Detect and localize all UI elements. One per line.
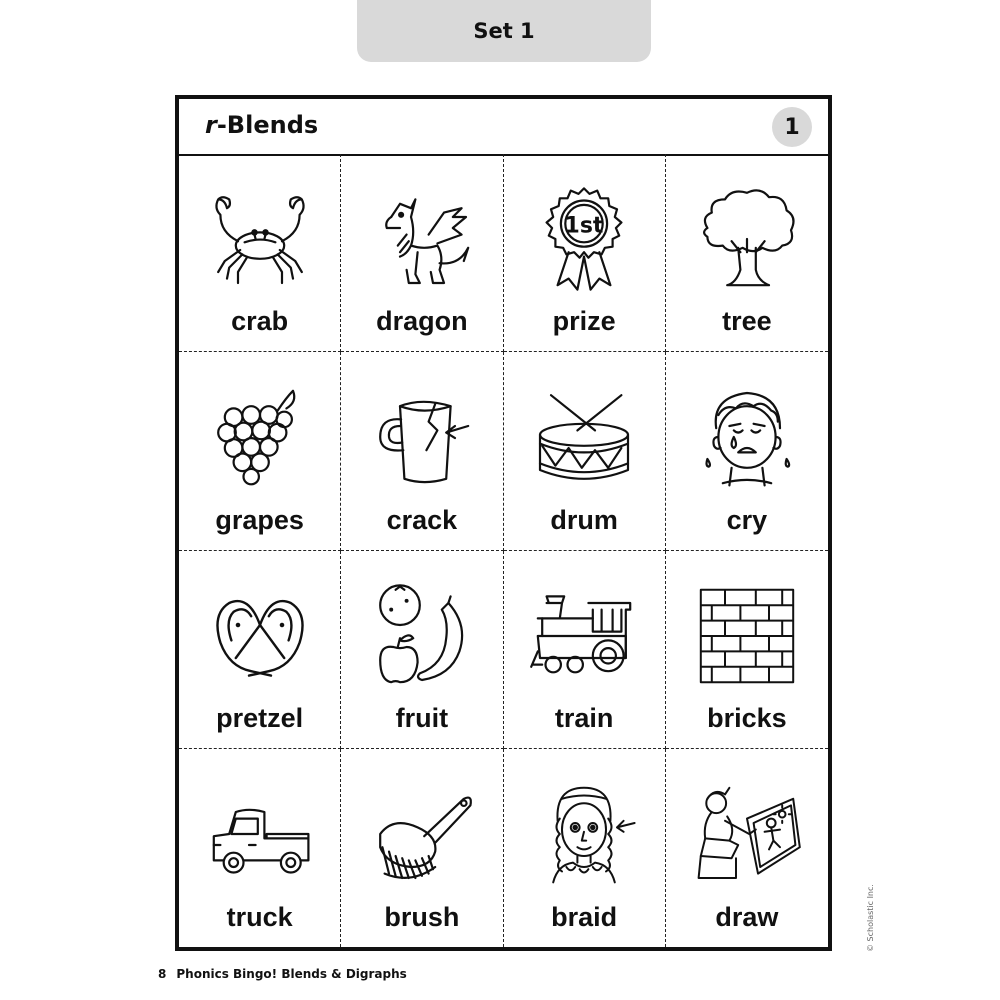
word-label: fruit <box>395 702 449 733</box>
bingo-cell-brush[interactable] <box>341 749 503 947</box>
card-title-rest: -Blends <box>216 111 319 139</box>
braid-girl-icon <box>529 779 639 889</box>
pretzel-icon <box>205 581 315 691</box>
dragon-icon <box>367 184 477 294</box>
word-label: prize <box>552 306 616 337</box>
bingo-cell-grapes[interactable] <box>179 352 341 550</box>
crab-icon <box>205 184 315 294</box>
set-label: Set 1 <box>473 19 535 43</box>
tree-icon <box>692 184 802 294</box>
set-tab <box>357 0 651 62</box>
page-number: 8 <box>158 967 167 981</box>
word-label: cry <box>726 504 768 535</box>
bricks-icon <box>692 581 802 691</box>
word-label: draw <box>715 902 779 932</box>
book-title: Phonics Bingo! Blends & Digraphs <box>176 967 407 981</box>
train-icon <box>529 581 639 691</box>
crying-boy-icon <box>692 382 802 492</box>
word-label: drum <box>550 504 618 535</box>
brush-icon <box>367 779 477 889</box>
bingo-cell-tree[interactable] <box>666 154 828 352</box>
bingo-cell-fruit[interactable] <box>341 551 503 749</box>
card-number: 1 <box>784 114 800 140</box>
bingo-cell-prize[interactable] <box>504 154 666 352</box>
word-label: bricks <box>707 702 787 733</box>
bingo-grid <box>179 154 828 947</box>
prize-ribbon-icon <box>529 184 639 294</box>
word-label: truck <box>226 902 293 932</box>
bingo-cell-crack[interactable] <box>341 352 503 550</box>
bingo-cell-crab[interactable] <box>179 154 341 352</box>
bingo-cell-dragon[interactable] <box>341 154 503 352</box>
card-number-badge <box>772 107 812 147</box>
bingo-card <box>175 95 832 951</box>
word-label: dragon <box>376 306 468 337</box>
drum-icon <box>529 382 639 492</box>
fruit-icon <box>367 581 477 691</box>
card-title <box>205 111 318 139</box>
bingo-cell-braid[interactable] <box>504 749 666 947</box>
truck-icon <box>205 779 315 889</box>
word-label: pretzel <box>216 702 304 733</box>
bingo-cell-train[interactable] <box>504 551 666 749</box>
card-title-prefix: r <box>205 111 217 139</box>
word-label: brush <box>384 902 460 932</box>
page-footer <box>158 967 407 981</box>
cracked-mug-icon <box>367 382 477 492</box>
word-label: crack <box>386 504 458 535</box>
word-label: grapes <box>215 504 304 535</box>
bingo-cell-draw[interactable] <box>666 749 828 947</box>
drawing-girl-icon <box>692 779 802 889</box>
word-label: braid <box>551 902 618 932</box>
bingo-cell-pretzel[interactable] <box>179 551 341 749</box>
bingo-cell-cry[interactable] <box>666 352 828 550</box>
copyright-notice: © Scholastic Inc. <box>866 884 875 952</box>
grapes-icon <box>205 382 315 492</box>
bingo-cell-truck[interactable] <box>179 749 341 947</box>
bingo-cell-drum[interactable] <box>504 352 666 550</box>
bingo-cell-bricks[interactable] <box>666 551 828 749</box>
word-label: crab <box>231 306 289 337</box>
word-label: train <box>554 702 614 733</box>
card-header <box>179 99 828 156</box>
prize-badge-text: 1st <box>564 213 604 239</box>
word-label: tree <box>722 306 772 337</box>
